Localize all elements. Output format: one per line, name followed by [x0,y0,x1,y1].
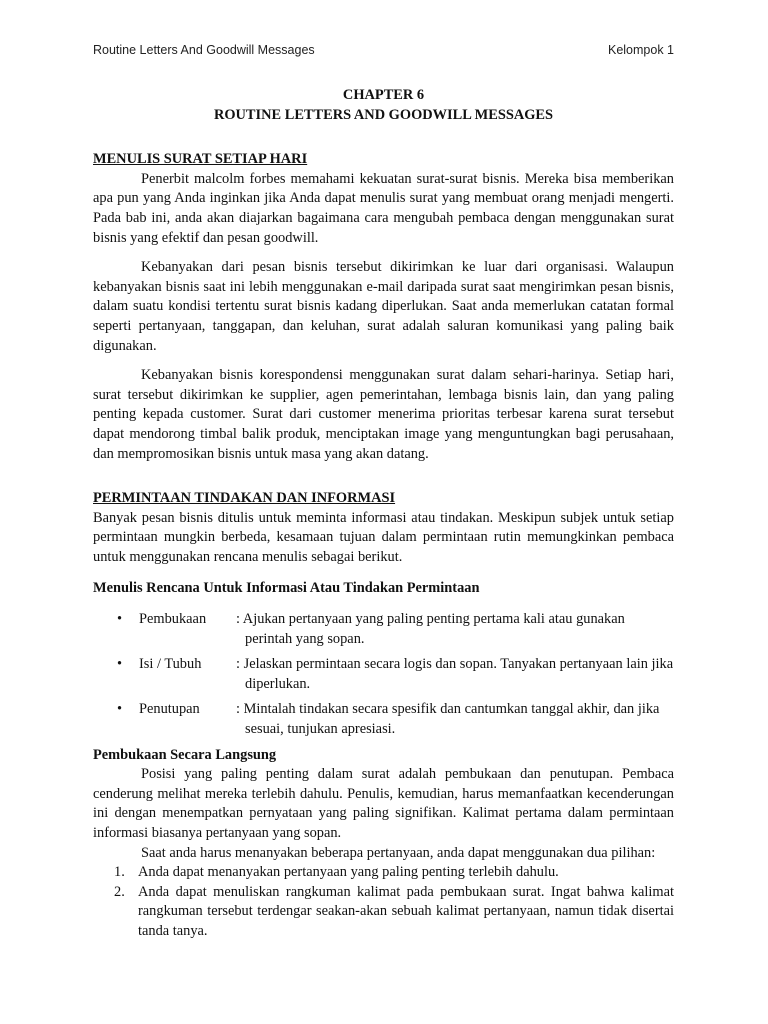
list-item [93,655,674,694]
plan-list [93,610,674,740]
bullet-marker: • [117,701,123,718]
paragraph: Banyak pesan bisnis ditulis untuk meminta informasi atau tindakan. Meskipun subjek untuk setiap permintaan mungkin berbeda, kesamaan tujuan dalam permintaan rutin memungkinkan pembaca untuk menggunakan rencana menulis sebagai berikut. [93,509,674,565]
chapter-title: ROUTINE LETTERS AND GOODWILL MESSAGES [213,106,554,123]
plan-description: : Jelaskan permintaan secara logis dan sopan. Tanyakan pertanyaan lain jika diperlukan. [236,656,674,692]
document-body [93,86,674,942]
plan-term: Isi / Tubuh [139,656,202,673]
paragraph: Posisi yang paling penting dalam surat adalah pembukaan dan penutupan. Pembaca cenderung melihat mereka terlebih dahulu. Penulis, kemudian, harus memanfaatkan kecenderungan ini dengan menempatkan pernyataan yang paling signifikan. Kalimat pertama dalam permintaan informasi biasanya pertanyaan yang sopan. [93,766,674,841]
list-number: 2. [114,883,125,900]
paragraph: Kebanyakan dari pesan bisnis tersebut dikirimkan ke luar dari organisasi. Walaupun kebanyakan bisnis saat ini lebih menggunakan e-mail daripada surat saat mengirimkan pesan bisnis, dalam suatu kondisi tertentu surat bisnis kadang diperlukan. Saat anda memerlukan catatan formal seperti pertanyaan, tanggapan, dan keluhan, surat adalah saluran komunikasi yang paling baik digunakan. [93,259,674,354]
paragraph: Penerbit malcolm forbes memahami kekuatan surat-surat bisnis. Mereka bisa memberikan apa pun yang Anda inginkan jika Anda dapat menulis surat yang membuat orang menjadi mengerti. Pada bab ini, anda akan diajarkan bagaimana cara mengubah pembaca dengan menggunakan surat bisnis yang efektif dan pesan goodwill. [93,170,674,246]
running-header [93,43,674,57]
list-item [93,610,674,649]
paragraph: Kebanyakan bisnis korespondensi menggunakan surat dalam sehari-harinya. Setiap hari, surat tersebut dikirimkan ke supplier, agen pemerintahan, lembaga bisnis lain, dan yang paling penting kepada customer. Surat dari customer menerima prioritas terbesar karena surat tersebut dapat mendorong timbal balik produk, menciptakan image yang menguntungkan bagi perusahaan, dan mempromosikan bisnis untuk masa yang akan datang. [93,367,674,462]
plan-description: : Ajukan pertanyaan yang paling penting pertama kali atau gunakan perintah yang sopan. [236,611,625,647]
header-right-group: Kelompok 1 [607,43,674,57]
list-item [93,863,674,883]
plan-description: : Mintalah tindakan secara spesifik dan cantumkan tanggal akhir, dan jika sesuai, tunjukan apresiasi. [236,701,660,738]
bullet-marker: • [117,656,123,673]
plan-term: Pembukaan [139,611,207,628]
section-heading-permintaan: PERMINTAAN TINDAKAN DAN INFORMASI [93,490,396,507]
list-item [93,700,674,739]
subheading-menulis-rencana: Menulis Rencana Untuk Informasi Atau Tindakan Permintaan [93,580,480,597]
list-number: 1. [114,864,125,881]
chapter-number: CHAPTER 6 [342,87,425,103]
subheading-pembukaan-langsung: Pembukaan Secara Langsung [93,746,277,763]
list-text: Anda dapat menuliskan rangkuman kalimat pada pembukaan surat. Ingat bahwa kalimat rangkuman tersebut terdengar seakan-akan sebuah kalimat pertanyaan, namun tidak disertai tanda tanya. [138,883,674,939]
section-heading-menulis-surat: MENULIS SURAT SETIAP HARI [93,151,308,168]
header-left-title: Routine Letters And Goodwill Messages [93,43,315,57]
bullet-marker: • [117,611,123,628]
options-list [93,863,674,941]
plan-term: Penutupan [139,701,200,718]
list-text: Anda dapat menanyakan pertanyaan yang paling penting terlebih dahulu. [138,864,559,881]
paragraph: Saat anda harus menanyakan beberapa pertanyaan, anda dapat menggunakan dua pilihan: [141,844,656,861]
list-item [93,883,674,942]
